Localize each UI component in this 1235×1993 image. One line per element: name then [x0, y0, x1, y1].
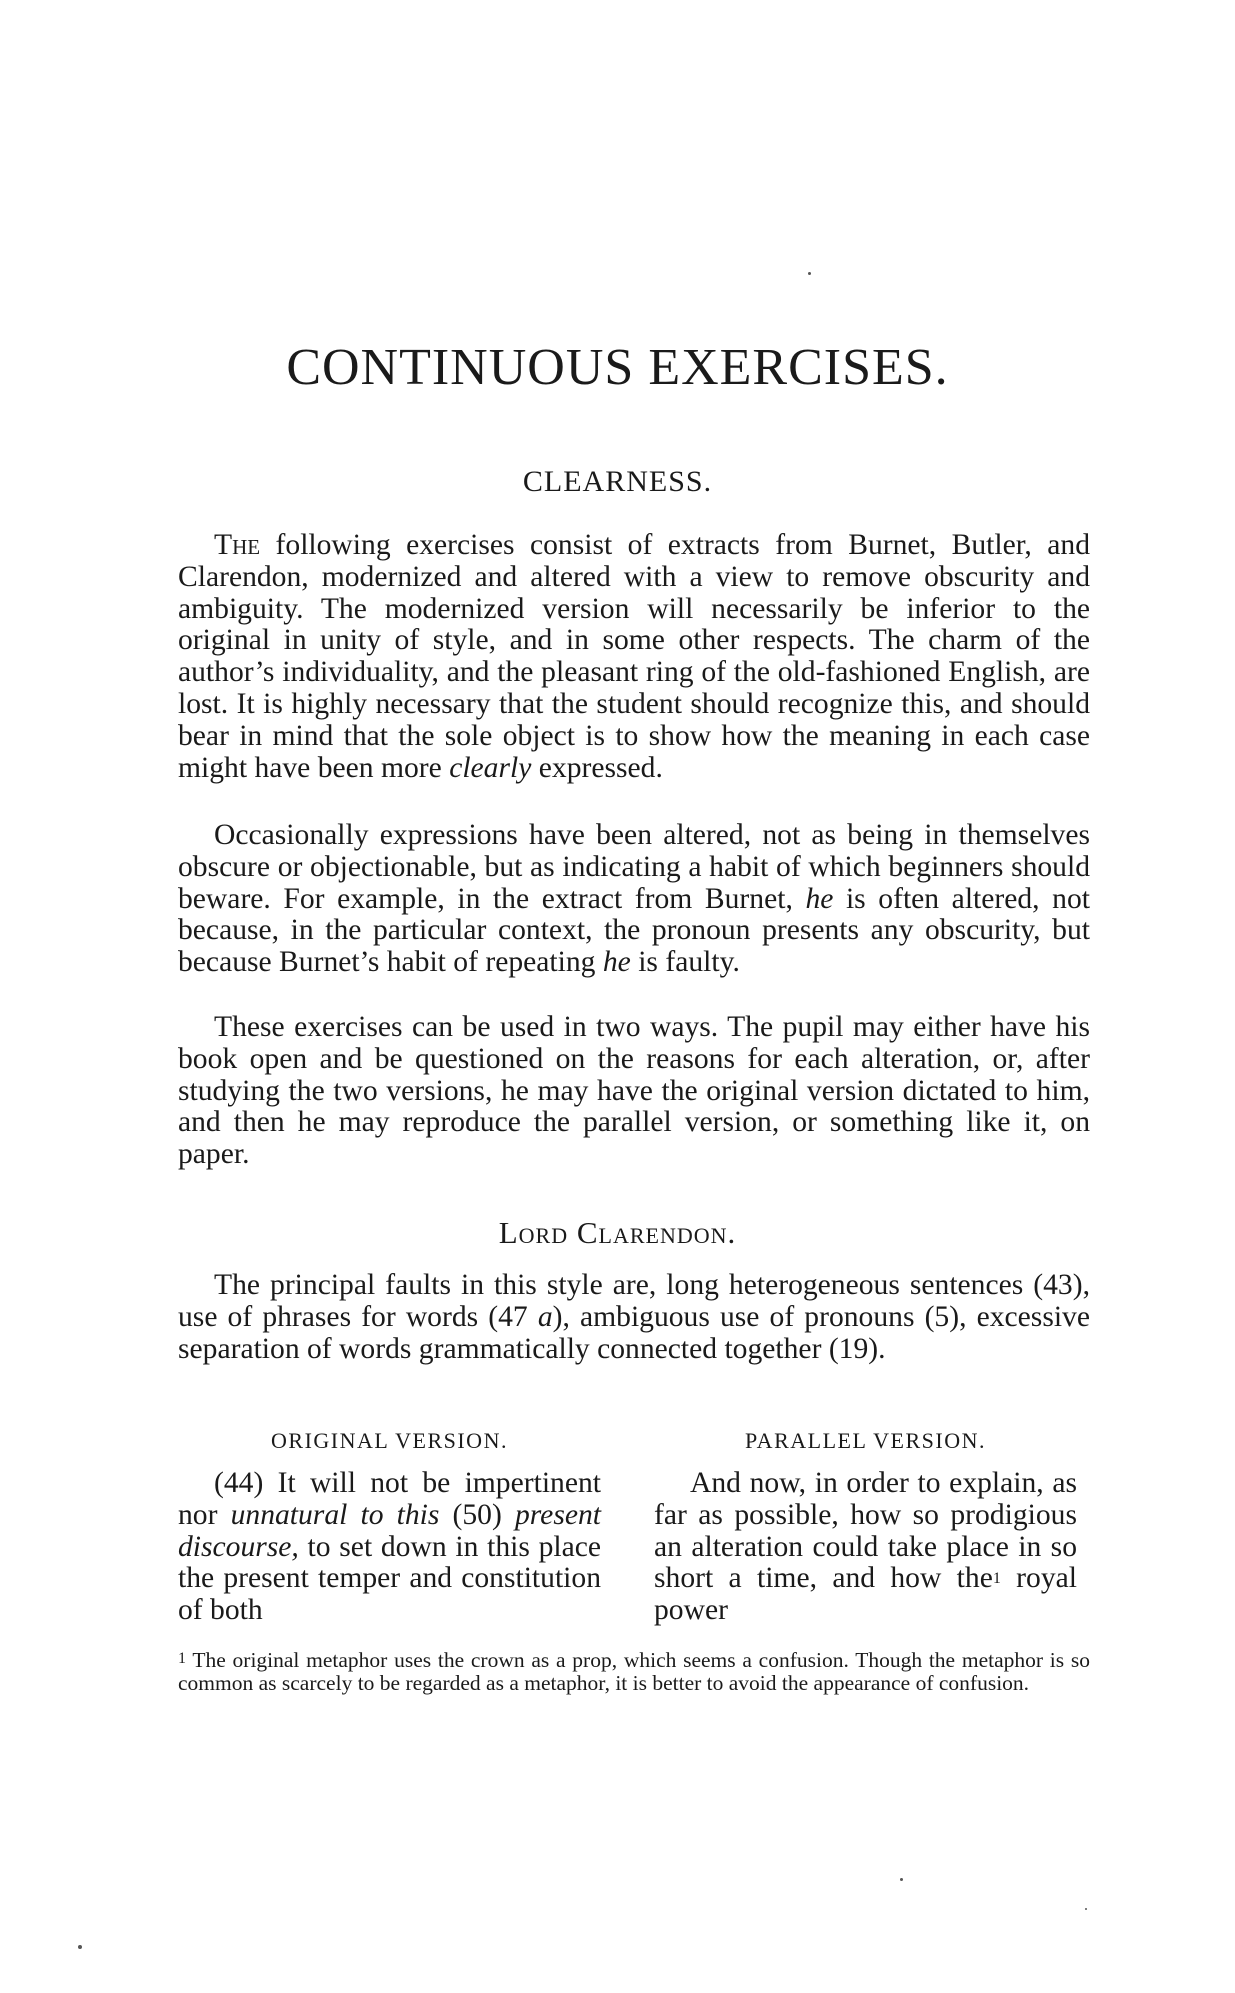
paragraph-occasionally [178, 820, 1090, 979]
intro-emphasis: clearly [449, 751, 532, 784]
speck [1085, 1908, 1087, 1910]
parallel-text-a: And now, in order to explain, as far as possible, how so prodigious an alteration could take place in so short a time, and how the [654, 1467, 1077, 1595]
para2-text-b: is often altered, not because, in the particular context, the pronoun presents any obscurity, but because Burnet’s habit of repeating [178, 882, 1090, 979]
parallel-version-text [654, 1468, 1077, 1627]
original-version-column [178, 1428, 601, 1627]
original-version-heading: ORIGINAL VERSION. [271, 1428, 508, 1453]
footnote-mark: 1 [178, 1650, 186, 1667]
original-version-text [178, 1468, 601, 1627]
intro-paragraph [178, 530, 1090, 784]
parallel-text-b: royal power [654, 1562, 1077, 1627]
footnote [178, 1648, 1090, 1694]
original-text-a: (44) It will not be impertinent nor [178, 1467, 601, 1531]
para4-text-a: The principal faults in this style are, long heterogeneous sentences (43), use of phrases for words (47 [178, 1269, 1090, 1333]
para4-text-b: ), ambiguous use of pronouns (5), excessive separation of words grammatically connected together (19). [178, 1300, 1090, 1365]
footnote-text: The original metaphor uses the crown as a prop, which seems a confusion. Though the metaphor is so common as scarcely to be regarded as a metaphor, it is better to avoid the appearance of confusion. [178, 1648, 1090, 1695]
page-title: CONTINUOUS EXERCISES. [286, 339, 949, 396]
original-italic-1: unnatural to this [230, 1498, 440, 1531]
speck [78, 1945, 82, 1949]
intro-tail: expressed. [531, 751, 663, 784]
original-italic-2: present discourse, [178, 1498, 601, 1563]
speck [808, 272, 811, 275]
speck [900, 1878, 903, 1881]
para4-italic-a: a [537, 1300, 553, 1333]
original-text-b: (50) [439, 1498, 515, 1531]
para2-text-c: is faulty. [630, 946, 740, 979]
section-heading-lord-clarendon: Lord Clarendon. [498, 1215, 737, 1250]
parallel-version-column [654, 1428, 1077, 1627]
original-text-c: to set down in this place the present temper and constitution of both [178, 1530, 601, 1627]
section-heading-clearness: CLEARNESS. [522, 465, 713, 498]
intro-text: following exercises consist of extracts from Burnet, Butler, and Clarendon, modernized and altered with a view to remove obscurity and ambiguity. The modernized version will necessarily be inferior to the original in unity of style, and in some other respects. The charm of the author’s individuality, and the pleasant ring of the old-fashioned English, are lost. It is highly necessary that the student should recognize this, and should bear in mind that the sole object is to show how the meaning in each case might have been more [178, 529, 1090, 784]
paragraph-two-ways: These exercises can be used in two ways. The pupil may either have his book open and be questioned on the reasons for each alteration, or, after studying the two versions, he may have the original version dictated to him, and then he may reproduce the parallel version, or something like it, on paper. [178, 1011, 1090, 1171]
para2-text-a: Occasionally expressions have been altered, not as being in themselves obscure or objectionable, but as indicating a habit of which beginners should beware. For example, in the extract from Burnet, [178, 819, 1090, 915]
footnote-reference: 1 [992, 1570, 1001, 1588]
intro-lead-word: The [214, 529, 261, 561]
para2-italic-he: he [805, 882, 834, 915]
paragraph-principal-faults [178, 1270, 1090, 1365]
para2-italic-he-2: he [602, 946, 631, 979]
parallel-version-heading: PARALLEL VERSION. [744, 1428, 987, 1453]
